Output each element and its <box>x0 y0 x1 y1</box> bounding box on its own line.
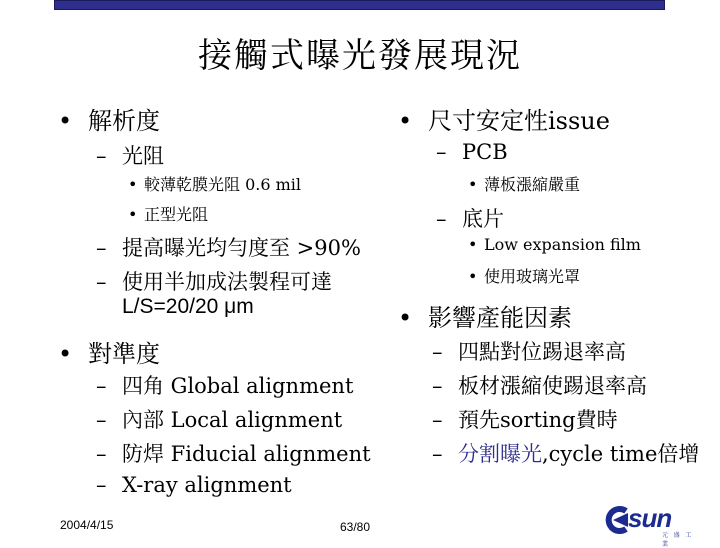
dash-marker: – <box>96 270 107 294</box>
dash-marker: – <box>436 207 447 231</box>
bullet-marker: • <box>398 107 413 135</box>
right-factor-item-0: – 四點對位踢退率高 <box>432 340 626 364</box>
bullet-marker: • <box>128 175 138 194</box>
left-align-item-1: – 內部 Local alignment <box>96 408 343 432</box>
dash-marker: – <box>96 442 107 466</box>
left-align-item-3: – X-ray alignment <box>96 473 292 497</box>
right-subsub-film-0: • Low expansion film <box>468 235 641 254</box>
logo-subtitle: 元 盛 工 業 <box>662 533 694 548</box>
left-sub-uniformity: – 提高曝光均勻度至 >90% <box>96 236 361 260</box>
right-factor-item-3: – 分割曝光,cycle time倍增 <box>432 442 700 466</box>
left-subsub-item-1: • 正型光阻 <box>128 205 209 224</box>
right-factor-item-2: – 預先sorting費時 <box>432 408 618 432</box>
bullet-marker: • <box>468 175 478 194</box>
left-align-item-2: – 防焊 Fiducial alignment <box>96 442 371 466</box>
logo-wordmark: sun <box>628 503 672 533</box>
footer-page-number: 63/80 <box>340 520 371 534</box>
footer-date: 2004/4/15 <box>60 518 114 532</box>
bullet-marker: • <box>58 107 73 135</box>
slide-title: 接觸式曝光發展現況 <box>198 36 522 76</box>
bullet-marker: • <box>58 340 73 368</box>
logo-c-mark-icon <box>604 505 630 535</box>
left-sub-semi-additive-line2: L/S=20/20 μm <box>122 295 254 318</box>
bullet-marker: • <box>468 235 478 254</box>
top-accent-bar <box>54 0 665 10</box>
dash-marker: – <box>432 408 443 432</box>
dash-marker: – <box>96 473 107 497</box>
dash-marker: – <box>96 408 107 432</box>
dash-marker: – <box>432 442 443 466</box>
company-logo <box>604 503 704 548</box>
bullet-marker: • <box>398 304 413 332</box>
dash-marker: – <box>96 236 107 260</box>
dash-marker: – <box>96 144 107 168</box>
right-sub-pcb: – PCB <box>436 140 508 164</box>
left-subsub-item-0: • 較薄乾膜光阻 0.6 mil <box>128 175 302 194</box>
right-bullet-dimensional-stability: • 尺寸安定性issue <box>398 107 610 135</box>
dash-marker: – <box>432 340 443 364</box>
dash-marker: – <box>436 140 447 164</box>
right-bullet-throughput-factors: • 影響產能因素 <box>398 304 572 332</box>
right-sub-film: – 底片 <box>436 207 504 231</box>
split-exposure-highlight: 分割曝光 <box>458 442 542 466</box>
right-subsub-film-1: • 使用玻璃光罩 <box>468 267 581 286</box>
left-sub-photoresist: – 光阻 <box>96 144 164 168</box>
left-bullet-resolution: • 解析度 <box>58 107 160 135</box>
dash-marker: – <box>96 374 107 398</box>
bullet-marker: • <box>468 267 478 286</box>
right-subsub-item-0: • 薄板漲縮嚴重 <box>468 175 581 194</box>
right-factor-item-1: – 板材漲縮使踢退率高 <box>432 374 647 398</box>
left-align-item-0: – 四角 Global alignment <box>96 374 354 398</box>
left-bullet-alignment: • 對準度 <box>58 340 160 368</box>
dash-marker: – <box>432 374 443 398</box>
left-sub-semi-additive: – 使用半加成法製程可達 <box>96 270 332 294</box>
bullet-marker: • <box>128 205 138 224</box>
